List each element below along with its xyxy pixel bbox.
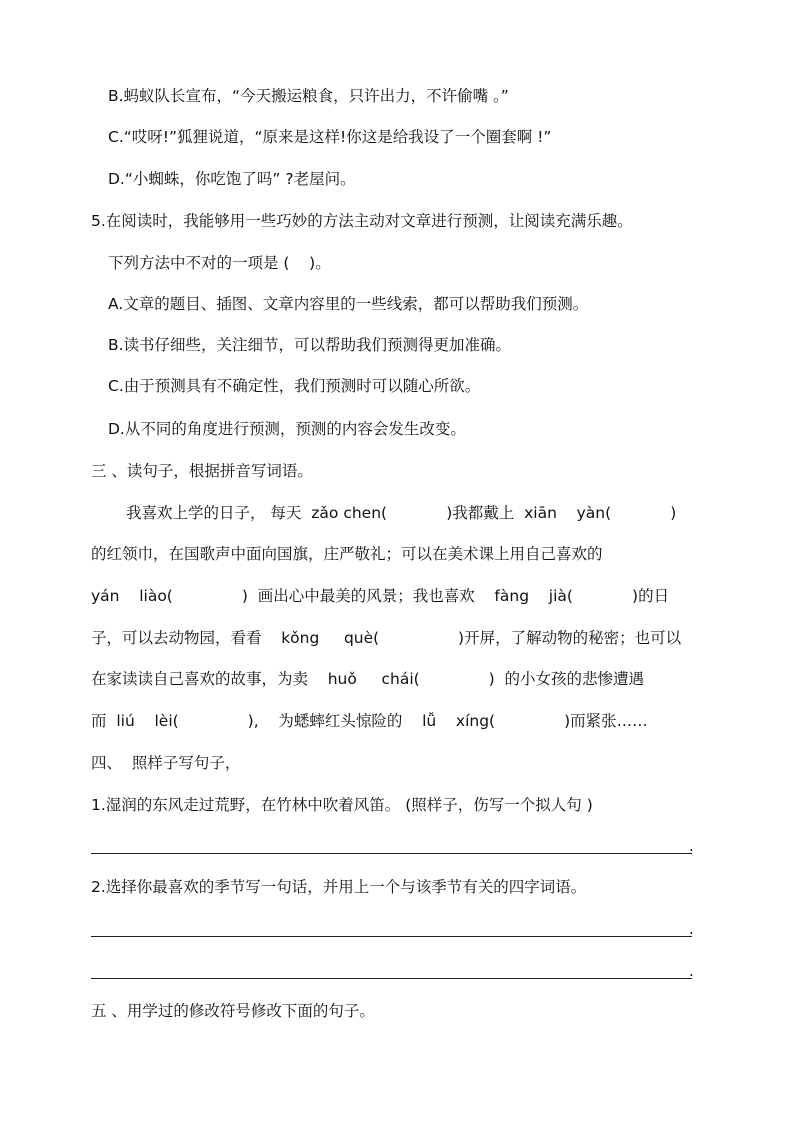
section3-paragraph-line2: 的红领巾，在国歌声中面向国旗，庄严敬礼；可以在美术课上用自己喜欢的 — [91, 545, 603, 563]
q4-option-c: C.“哎呀!”狐狸说道，“原来是这样!你这是给我设了一个圈套啊 !” — [108, 128, 552, 146]
q5-option-d: D.从不同的角度进行预测，预测的内容会发生改变。 — [108, 420, 466, 438]
section3-paragraph-line6: 而 liú lèi( ), 为蟋蟀红头惊险的 lǚ xíng( )而紧张…… — [91, 712, 648, 730]
answer-line-q2a[interactable] — [91, 936, 692, 937]
q4-option-d: D.“小蜘蛛，你吃饱了吗” ?老屋问。 — [108, 170, 356, 188]
q5-option-c: C.由于预测具有不确定性，我们预测时可以随心所欲。 — [108, 377, 481, 395]
section3-paragraph-line3: yán liào( ) 画出心中最美的风景；我也喜欢 fàng jià( )的日 — [91, 587, 670, 605]
section3-paragraph-line1: 我喜欢上学的日子， 每天 zǎo chen( )我都戴上 xiān yàn( ) — [126, 504, 677, 522]
q4-option-b: B.蚂蚁队长宣布，“今天搬运粮食，只许出力，不许偷嘴 。” — [108, 87, 509, 105]
section4-heading: 四、 照样子写句子， — [91, 754, 241, 772]
answer-line-end-mark: . — [689, 962, 694, 980]
q5-stem-line1: 5.在阅读时，我能够用一些巧妙的方法主动对文章进行预测，让阅读充满乐趣。 — [91, 212, 633, 230]
section3-heading: 三 、读句子，根据拼音写词语。 — [91, 462, 313, 480]
q5-option-a: A.文章的题目、插图、文章内容里的一些线索，都可以帮助我们预测。 — [108, 295, 589, 313]
section3-paragraph-line5: 在家读读自己喜欢的故事，为卖 huǒ chái( ) 的小女孩的悲惨遭遇 — [91, 670, 645, 688]
section3-paragraph-line4: 子，可以去动物园，看看 kǒng què( )开屏，了解动物的秘密；也可以 — [91, 629, 682, 647]
q5-stem-line2: 下列方法中不对的一项是 ( )。 — [108, 254, 331, 272]
section5-heading: 五 、用学过的修改符号修改下面的句子。 — [91, 1002, 375, 1020]
section4-question1: 1.湿润的东风走过荒野，在竹林中吹着风笛。 (照样子，伤写一个拟人句 ) — [91, 796, 593, 814]
section4-question2: 2.选择你最喜欢的季节写一句话，并用上一个与该季节有关的四字词语。 — [91, 878, 587, 896]
answer-line-q2b[interactable] — [91, 978, 692, 979]
answer-line-q1[interactable] — [91, 853, 692, 854]
answer-line-end-mark: . — [689, 920, 694, 938]
q5-option-b: B.读书仔细些，关注细节，可以帮助我们预测得更加准确。 — [108, 336, 512, 354]
answer-line-end-mark: . — [689, 837, 694, 855]
